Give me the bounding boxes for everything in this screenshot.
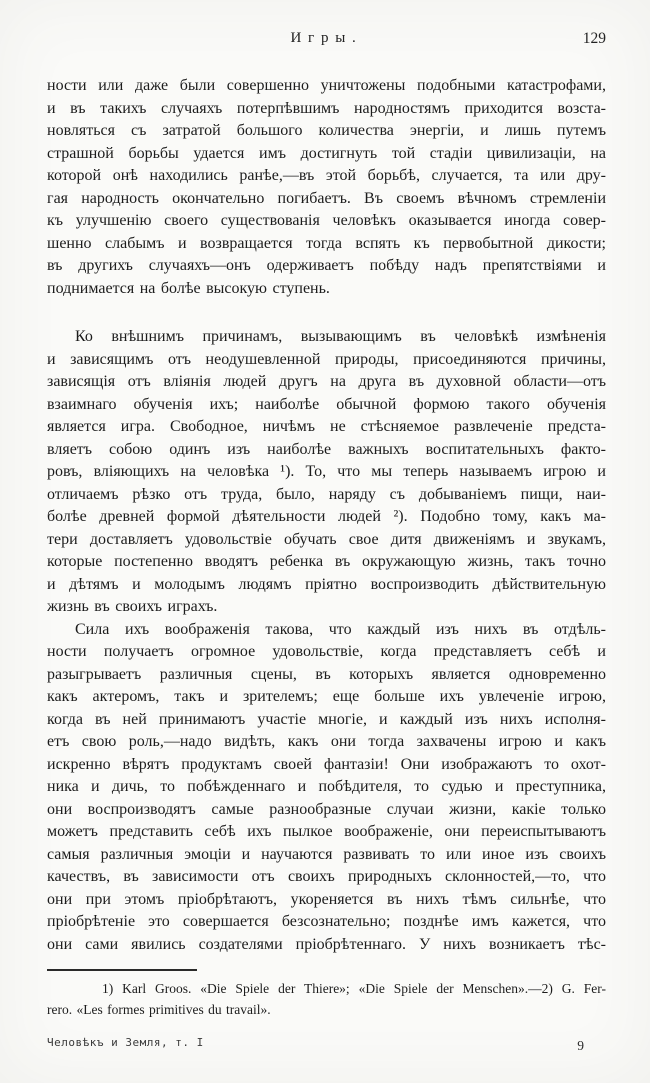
text-line: ности или даже были совершенно уничтожены подобными катастрофами, — [47, 77, 606, 94]
book-title-footer: Человѣкъ и Земля, т. I — [47, 1036, 204, 1049]
paragraph — [47, 326, 606, 619]
text-line: которые постепенно вводятъ ребенка въ окружающую жизнь, такъ точно — [47, 553, 606, 570]
signature-number: 9 — [577, 1038, 584, 1053]
text-line: поднимается на болѣе высокую ступень. — [47, 279, 330, 297]
text-line: взаимнаго обученія ихъ; наиболѣе обычной формою такого обученія — [47, 395, 606, 413]
text-line: зависящія отъ вліянія людей другъ на друга въ духовной области—отъ — [47, 373, 606, 390]
text-line: rero. «Les formes primitives du travail». — [47, 1001, 271, 1017]
text-line: когда въ ней принимаютъ участіе многіе, и каждый изъ нихъ исполня- — [47, 710, 606, 728]
text-line: вляетъ собою одинъ изъ наиболѣе важныхъ воспитательныхъ факто- — [47, 440, 606, 458]
text-line: жизнь въ своихъ играхъ. — [47, 598, 218, 615]
text-line: пріобрѣтеніе это совершается безсознательно; позднѣе имъ кажется, что — [47, 913, 606, 930]
text-line: Ко внѣшнимъ причинамъ, вызывающимъ въ человѣкѣ измѣненія — [75, 328, 606, 345]
text-line: является игра. Свободное, ничѣмъ не стѣсняемое развлеченіе предста- — [47, 418, 606, 435]
paragraph — [47, 75, 606, 300]
text-line: и зависящимъ отъ неодушевленной природы, присоединяются причины, — [47, 350, 606, 368]
text-line: они при этомъ пріобрѣтаютъ, укореняется въ нихъ тѣмъ сильнѣе, что — [47, 890, 606, 908]
text-line: въ другихъ случаяхъ—онъ одерживаетъ побѣду надъ препятствіями и — [47, 257, 606, 274]
text-line: отличаемъ рѣзко отъ труда, было, наряду съ добываніемъ пищи, наи- — [47, 485, 606, 503]
text-line: и дѣтямъ и молодымъ людямъ пріятно воспроизводить дѣйствительную — [47, 575, 606, 593]
text-line: 1) Karl Groos. «Die Spiele der Thiere»; «Die Spiele der Menschen».—2) G. Fer- — [102, 981, 606, 996]
text-line: етъ свою роль,—надо видѣть, какъ они тогда захвачены игрою и какъ — [47, 733, 606, 750]
text-line: разыгрываетъ различныя сцены, въ которыхъ является одновременно — [47, 665, 606, 683]
footnote-separator — [47, 969, 197, 971]
footnote-block — [47, 979, 606, 1020]
page-header — [47, 30, 606, 50]
text-line: и въ такихъ случаяхъ потерпѣвшимъ народностямъ приходится возста- — [47, 99, 606, 117]
page-number: 129 — [582, 30, 606, 47]
text-line: Сила ихъ воображенія такова, что каждый изъ нихъ въ отдѣль- — [75, 620, 606, 638]
text-line: ника и дичь, то побѣжденнаго и побѣдителя, то судью и преступника, — [47, 778, 606, 795]
text-line: шенно слабымъ и возвращается тогда вспять къ первобытной дикости; — [47, 234, 606, 252]
text-line: которой онѣ находились ранѣе,—въ этой борьбѣ, случается, та или дру- — [47, 167, 606, 184]
text-line: искренно вѣрятъ продуктамъ своей фантазіи! Они изображаютъ то охот- — [47, 755, 606, 773]
running-head: Игры. — [290, 30, 363, 46]
text-line: новляться съ затратой большого количества энергіи, и лишь путемъ — [47, 122, 606, 139]
page-content — [47, 30, 606, 1020]
text-line: ности получаетъ огромное удовольствіе, когда представляетъ себѣ и — [47, 643, 606, 660]
text-line: самыя различныя эмоціи и научаются развивать то или иное изъ своихъ — [47, 845, 606, 863]
text-block — [47, 75, 606, 956]
paragraph — [47, 619, 606, 957]
text-line: можетъ представить себѣ ихъ пылкое воображеніе, они переиспытываютъ — [47, 823, 606, 840]
text-line: какъ актеромъ, такъ и зрителемъ; еще больше ихъ увлеченіе игрою, — [47, 688, 606, 705]
text-line: ровъ, вліяющихъ на человѣка ¹). То, что мы теперь называемъ игрою и — [47, 463, 606, 480]
text-line: они воспроизводятъ самые разнообразные случаи жизни, какіе только — [47, 800, 606, 818]
text-line: качествъ, въ зависимости отъ своихъ природныхъ склонностей,—то, что — [47, 868, 606, 885]
text-line: тери доставляетъ удовольствіе обучать свое дитя движеніямъ и звукамъ, — [47, 530, 606, 548]
text-line: къ улучшенію своего существованія человѣкъ оказывается иногда совер- — [47, 212, 606, 229]
text-line: гая народность окончательно погибаетъ. Въ своемъ вѣчномъ стремленіи — [47, 189, 606, 207]
text-line: болѣе древней формой дѣятельности людей ²). Подобно тому, какъ ма- — [47, 508, 606, 525]
text-line: они сами явились создателями пріобрѣтеннаго. У нихъ возникаетъ тѣс- — [47, 935, 606, 953]
text-line: страшной борьбы удается имъ достигнуть той стадіи цивилизаціи, на — [47, 144, 606, 162]
